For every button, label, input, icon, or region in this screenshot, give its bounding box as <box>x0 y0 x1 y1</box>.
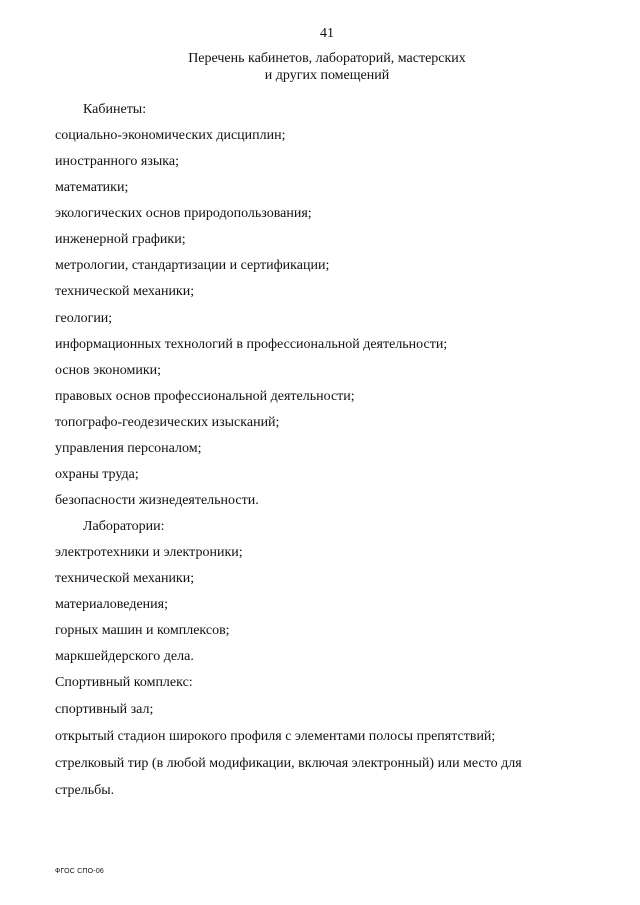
list-item: стрельбы. <box>55 783 115 798</box>
list-item: информационных технологий в профессиональной деятельности; <box>55 337 448 352</box>
list-item: электротехники и электроники; <box>55 545 243 560</box>
sports-heading: Спортивный комплекс: <box>55 675 193 690</box>
list-item: управления персоналом; <box>55 441 202 456</box>
laboratories-heading: Лаборатории: <box>83 519 165 534</box>
list-item: охраны труда; <box>55 467 139 482</box>
list-item: инженерной графики; <box>55 232 186 247</box>
list-item: стрелковый тир (в любой модификации, включая электронный) или место для <box>55 756 522 771</box>
list-item: топографо-геодезических изысканий; <box>55 415 280 430</box>
list-item: правовых основ профессиональной деятельности; <box>55 389 355 404</box>
list-item: математики; <box>55 180 129 195</box>
list-item: геологии; <box>55 311 113 326</box>
page-number: 41 <box>320 26 334 41</box>
list-item: экологических основ природопользования; <box>55 206 312 221</box>
footer-code: ФГОС СПО-06 <box>55 868 105 875</box>
list-item: метрологии, стандартизации и сертификации; <box>55 258 330 273</box>
list-item: материаловедения; <box>55 597 168 612</box>
list-item: безопасности жизнедеятельности. <box>55 493 259 508</box>
title-line-1: Перечень кабинетов, лабораторий, мастерских <box>188 51 466 66</box>
list-item: технической механики; <box>55 284 195 299</box>
list-item: социально-экономических дисциплин; <box>55 128 286 143</box>
cabinets-heading: Кабинеты: <box>83 102 147 117</box>
list-item: спортивный зал; <box>55 702 154 717</box>
list-item: открытый стадион широкого профиля с элементами полосы препятствий; <box>55 729 496 744</box>
list-item: основ экономики; <box>55 363 162 378</box>
list-item: иностранного языка; <box>55 154 179 169</box>
title-line-2: и других помещений <box>264 68 390 83</box>
list-item: технической механики; <box>55 571 195 586</box>
list-item: маркшейдерского дела. <box>55 649 194 664</box>
list-item: горных машин и комплексов; <box>55 623 230 638</box>
